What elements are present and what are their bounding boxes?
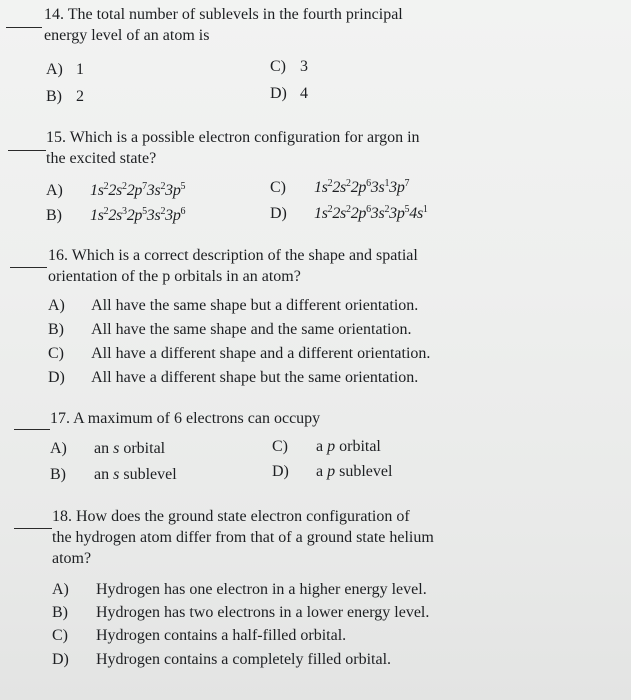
question-number: 18. <box>52 508 72 525</box>
orbital-term: 2p <box>126 182 143 199</box>
electron-count: 2 <box>103 206 109 217</box>
option-c[interactable] <box>270 56 308 77</box>
stem-text: Which is a possible electron configuration for argon in <box>69 129 420 146</box>
option-text: 2 <box>76 88 84 105</box>
option-d[interactable] <box>272 461 392 482</box>
answer-blank-14[interactable] <box>6 27 42 28</box>
stem-line-1 <box>44 4 403 25</box>
electron-count: 7 <box>404 178 410 189</box>
option-letter: A) <box>52 581 69 598</box>
option-letter: C) <box>48 345 64 362</box>
question-number: 14. <box>44 6 64 23</box>
answer-blank-16[interactable] <box>10 267 47 268</box>
option-text-italic: s <box>113 466 120 483</box>
electron-count: 5 <box>180 181 186 192</box>
option-letter: B) <box>46 207 62 224</box>
option-text: Hydrogen contains a completely filled orbital. <box>96 651 392 668</box>
option-letter: A) <box>48 297 65 314</box>
electron-configuration <box>314 205 428 222</box>
electron-count: 1 <box>422 204 428 215</box>
option-letter: C) <box>52 627 68 644</box>
option-letter: A) <box>46 61 63 78</box>
option-text-post: orbital <box>119 440 166 457</box>
question-stem <box>48 245 418 287</box>
option-c[interactable] <box>272 436 381 457</box>
option-letter: C) <box>270 179 286 196</box>
orbital-term: 2p <box>126 207 143 224</box>
orbital-term: 3s <box>146 182 161 199</box>
option-text: Hydrogen contains a half-filled orbital. <box>96 627 347 644</box>
question-stem <box>46 127 420 169</box>
option-letter: D) <box>48 369 65 386</box>
option-text: 4 <box>300 85 308 102</box>
option-c[interactable] <box>52 625 346 646</box>
option-d[interactable] <box>48 367 418 388</box>
question-stem <box>52 506 434 569</box>
stem-text: orientation of the p orbitals in an atom? <box>48 268 301 285</box>
option-text-italic: p <box>327 463 336 480</box>
electron-configuration <box>90 207 185 224</box>
option-a[interactable] <box>46 59 84 80</box>
option-letter: B) <box>52 604 68 621</box>
option-letter: C) <box>270 58 286 75</box>
stem-line-1 <box>48 245 418 266</box>
electron-count: 6 <box>366 178 371 189</box>
electron-count: 2 <box>345 178 351 189</box>
option-letter: B) <box>48 321 64 338</box>
answer-blank-18[interactable] <box>14 528 52 529</box>
option-a[interactable] <box>50 438 165 459</box>
option-c[interactable] <box>270 177 409 198</box>
electron-count: 2 <box>160 181 166 192</box>
option-text: All have the same shape and the same orientation. <box>91 321 412 338</box>
option-b[interactable] <box>46 205 185 226</box>
electron-configuration <box>90 182 185 199</box>
stem-text: Which is a correct description of the shape and spatial <box>71 247 418 264</box>
option-text-pre: a <box>316 463 328 480</box>
option-text: All have the same shape but a different orientation. <box>91 297 419 314</box>
option-d[interactable] <box>52 649 391 670</box>
orbital-term: 3s <box>146 207 161 224</box>
stem-line-1 <box>46 127 420 148</box>
stem-line-1 <box>50 408 320 429</box>
orbital-term: 2p <box>350 179 367 196</box>
answer-blank-15[interactable] <box>8 150 46 151</box>
option-text: 3 <box>300 58 308 75</box>
electron-count: 5 <box>404 204 410 215</box>
option-letter: D) <box>270 85 287 102</box>
orbital-term: 3s <box>370 205 385 222</box>
option-letter: D) <box>270 205 287 222</box>
answer-blank-17[interactable] <box>14 429 50 430</box>
option-letter: D) <box>272 463 289 480</box>
stem-line-3: atom? <box>52 550 92 567</box>
option-text-italic: p <box>327 438 336 455</box>
orbital-term: 4s <box>409 205 423 222</box>
electron-configuration <box>314 179 409 196</box>
orbital-term: 1s <box>314 205 328 222</box>
option-text: Hydrogen has one electron in a higher energy level. <box>96 581 427 598</box>
option-letter: C) <box>272 438 288 455</box>
option-letter: B) <box>46 88 62 105</box>
option-a[interactable] <box>52 579 427 600</box>
orbital-term: 2s <box>332 179 346 196</box>
option-c[interactable] <box>48 343 430 364</box>
option-b[interactable] <box>50 464 177 485</box>
option-b[interactable] <box>52 602 429 623</box>
stem-line-2: the excited state? <box>46 150 157 167</box>
question-number: 15. <box>46 129 66 146</box>
electron-count: 2 <box>345 204 351 215</box>
option-text-post: sublevel <box>119 466 177 483</box>
orbital-term: 3p <box>389 179 405 196</box>
stem-line-1 <box>52 506 434 527</box>
electron-count: 5 <box>142 206 147 217</box>
electron-count: 2 <box>327 178 333 189</box>
option-d[interactable] <box>270 83 308 104</box>
option-text: All have a different shape and a different orientation. <box>91 345 431 362</box>
stem-line-2: the hydrogen atom differ from that of a ground state helium <box>52 529 434 546</box>
stem-text: The total number of sublevels in the fourth principal <box>67 6 403 23</box>
question-stem <box>44 4 403 46</box>
question-number: 16. <box>48 247 68 264</box>
electron-count: 2 <box>121 181 127 192</box>
stem-line-2 <box>48 266 418 287</box>
electron-count: 6 <box>180 206 186 217</box>
orbital-term: 1s <box>90 207 104 224</box>
orbital-term: 2s <box>108 182 122 199</box>
electron-count: 2 <box>160 206 166 217</box>
electron-count: 7 <box>142 181 147 192</box>
option-b[interactable] <box>48 319 411 340</box>
option-a[interactable] <box>48 295 418 316</box>
stem-text: How does the ground state electron configuration of <box>76 508 410 525</box>
option-text-pre: an <box>94 466 114 483</box>
option-text-pre: an <box>94 440 114 457</box>
orbital-term: 3p <box>165 207 181 224</box>
option-b[interactable] <box>46 86 84 107</box>
option-letter: D) <box>52 651 69 668</box>
electron-count: 1 <box>384 178 390 189</box>
question-number: 17. <box>50 410 70 427</box>
question-stem <box>50 408 320 429</box>
stem-text: A maximum of 6 electrons can occupy <box>73 410 321 427</box>
orbital-term: 3s <box>370 179 385 196</box>
option-d[interactable] <box>270 203 428 224</box>
electron-count: 3 <box>121 206 127 217</box>
electron-count: 2 <box>103 181 109 192</box>
orbital-term: 1s <box>314 179 328 196</box>
orbital-term: 2s <box>332 205 346 222</box>
electron-count: 2 <box>327 204 333 215</box>
option-text-post: sublevel <box>335 463 393 480</box>
electron-count: 6 <box>366 204 371 215</box>
option-a[interactable] <box>46 180 185 201</box>
option-letter: B) <box>50 466 66 483</box>
option-text-post: orbital <box>335 438 381 455</box>
electron-count: 2 <box>384 204 390 215</box>
orbital-term: 2s <box>108 207 122 224</box>
option-letter: A) <box>46 182 63 199</box>
option-text-italic: s <box>113 440 120 457</box>
orbital-term: 1s <box>90 182 104 199</box>
option-letter: A) <box>50 440 67 457</box>
option-text: All have a different shape but the same orientation. <box>91 369 419 386</box>
option-text-pre: a <box>316 438 328 455</box>
stem-line-2: energy level of an atom is <box>44 27 210 44</box>
orbital-term: 3p <box>389 205 405 222</box>
orbital-term: 2p <box>350 205 367 222</box>
option-text: 1 <box>76 61 84 78</box>
orbital-term: 3p <box>165 182 181 199</box>
option-text: Hydrogen has two electrons in a lower energy level. <box>96 604 430 621</box>
